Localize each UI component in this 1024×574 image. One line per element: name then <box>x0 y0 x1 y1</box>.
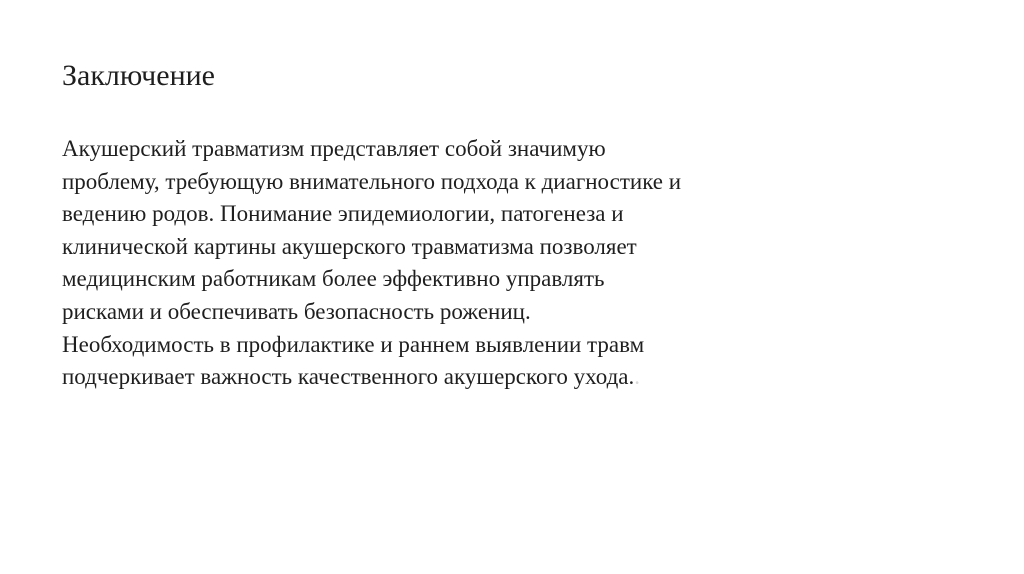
slide-title: Заключение <box>62 59 215 92</box>
body-line-last <box>62 361 681 394</box>
body-line: медицинским работникам более эффективно управлять <box>62 266 605 292</box>
body-line: ведению родов. Понимание эпидемиологии, патогенеза и <box>62 201 624 227</box>
slide-body <box>62 133 681 394</box>
body-line: клинической картины акушерского травматизма позволяет <box>62 233 637 259</box>
body-line: рисками и обеспечивать безопасность рожениц. <box>62 298 531 324</box>
body-line-text: подчеркивает важность качественного акушерского ухода. <box>62 364 635 390</box>
body-line: Акушерский травматизм представляет собой значимую <box>62 136 606 161</box>
trailing-mark: . <box>634 364 640 390</box>
body-line: проблему, требующую внимательного подхода к диагностике и <box>62 168 682 194</box>
body-line: Необходимость в профилактике и раннем выявлении травм <box>62 331 645 357</box>
